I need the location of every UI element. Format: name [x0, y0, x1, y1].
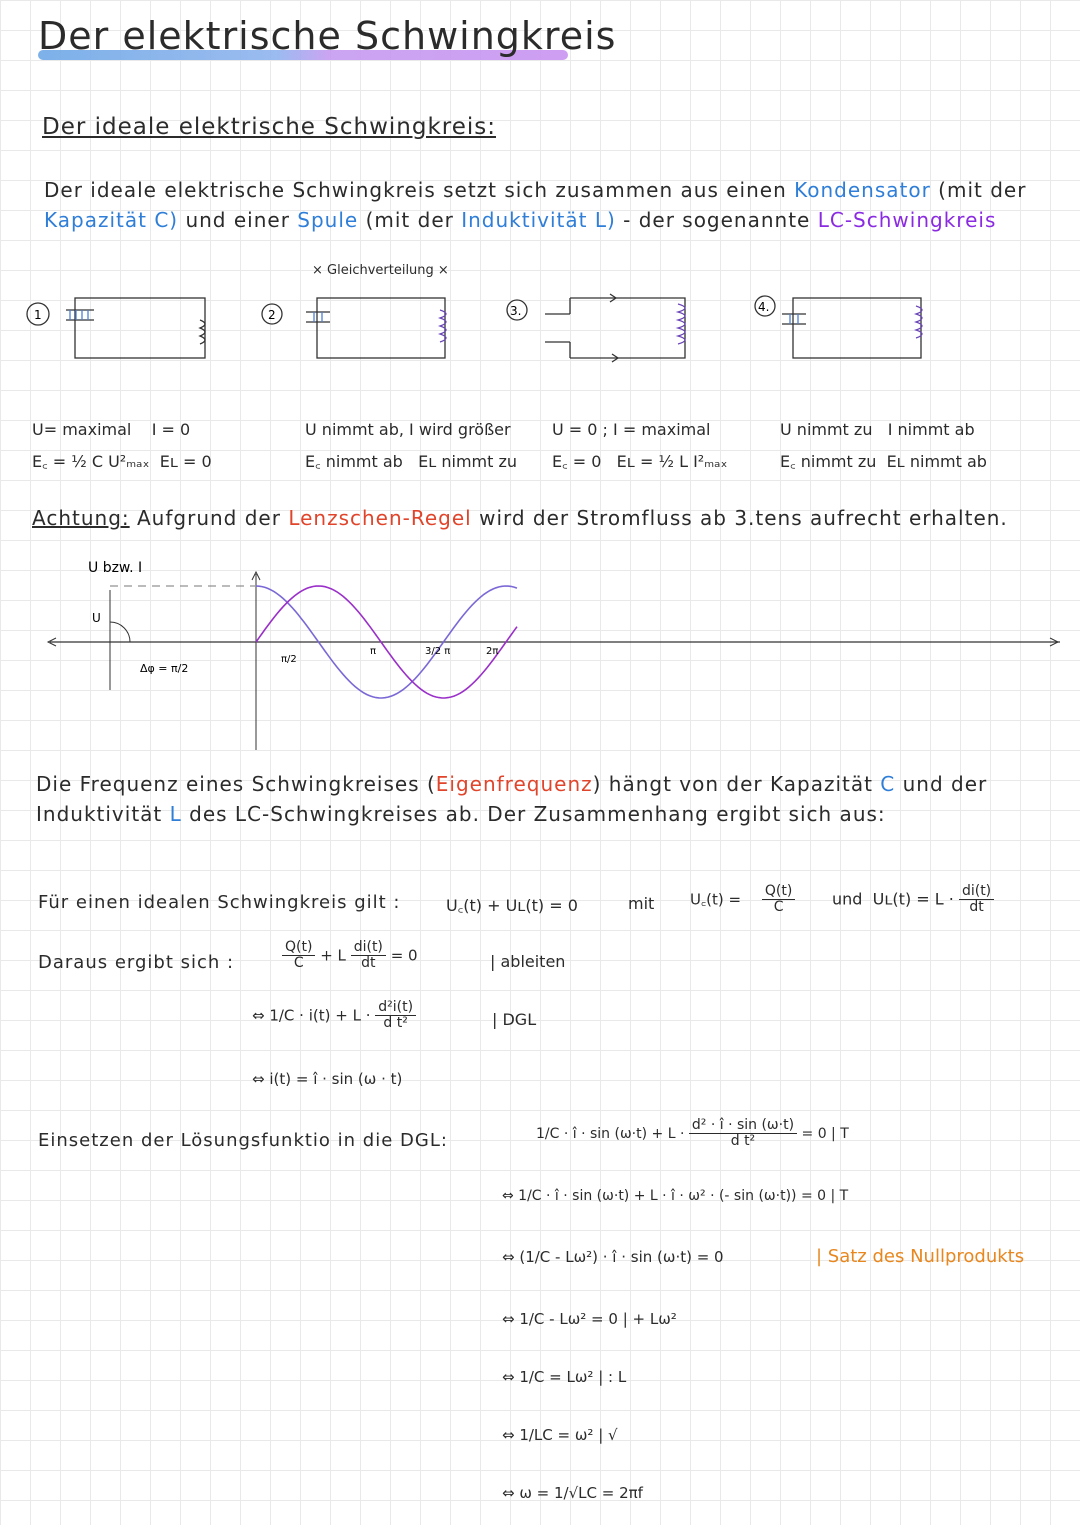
eq-3-note: | Satz des Nullprodukts	[816, 1246, 1025, 1267]
intro-text: - der sogenannte	[623, 208, 811, 232]
achtung-label: Achtung:	[32, 506, 130, 530]
term-induktivitaet: Induktivität L)	[461, 208, 616, 232]
circuit-2	[262, 298, 446, 358]
intro-text: und einer	[185, 208, 290, 232]
ideal-condition-label: Für einen idealen Schwingkreis gilt :	[38, 892, 401, 913]
coil	[200, 320, 205, 344]
step-2-note: | DGL	[492, 1010, 537, 1029]
uc-definition: U꜀(t) = $\frac{Q(t)}{C}$	[690, 884, 795, 916]
gleichverteilung-note: × Gleichverteilung ×	[312, 263, 449, 278]
oscillation-graph	[0, 550, 1080, 750]
frequency-line-2: Induktivität L des LC-Schwingkreises ab. Der Zusammenhang ergibt sich aus:	[36, 802, 886, 826]
eq-1: 1/C · î · sin (ω·t) + L · $\frac{\text{d² · î · sin (ω·t)}}{\text{d t²}}$ = 0 | T	[536, 1117, 849, 1150]
step-3: ⇔ i(t) = î · sin (ω · t)	[252, 1070, 403, 1088]
state-4-line-1: U nimmt zu I nimmt ab	[780, 420, 975, 439]
circuit-label: 2	[268, 308, 276, 322]
term-lenzsche-regel: Lenzschen-Regel	[288, 506, 472, 530]
graph-u-label: U	[92, 611, 101, 625]
circuit-3	[507, 294, 685, 362]
phase-arc	[110, 622, 130, 642]
daraus-label: Daraus ergibt sich :	[38, 952, 235, 973]
intro-text: Der ideale elektrische Schwingkreis setzt sich zusammen aus einen	[44, 178, 787, 202]
term-kondensator: Kondensator	[794, 178, 931, 202]
eq-3: ⇔ (1/C - Lω²) · î · sin (ω·t) = 0	[502, 1248, 724, 1266]
eq-4: ⇔ 1/C - Lω² = 0 | + Lω²	[502, 1310, 677, 1328]
intro-line-2	[44, 208, 996, 232]
step-1: $\frac{Q(t)}{C}$ + L $\frac{di(t)}{dt}$ = 0	[282, 940, 418, 972]
circuit-diagrams	[0, 280, 1080, 390]
term-eigenfrequenz: Eigenfrequenz	[435, 772, 593, 796]
intro-line-1	[44, 178, 1026, 202]
circuit-label: 1	[34, 308, 42, 322]
tick-label: 2π	[486, 646, 499, 657]
mit-label: mit	[628, 894, 655, 913]
state-2-line-2: E꜀ nimmt ab Eʟ nimmt zu	[305, 452, 518, 471]
intro-text: (mit der	[365, 208, 454, 232]
section-heading: Der ideale elektrische Schwingkreis:	[42, 114, 496, 140]
state-4-line-2: E꜀ nimmt zu Eʟ nimmt ab	[780, 452, 987, 471]
state-1-line-1: U= maximal I = 0	[32, 420, 191, 439]
circuit-4	[755, 296, 922, 358]
ideal-equation: U꜀(t) + Uʟ(t) = 0	[446, 896, 578, 915]
eq-5: ⇔ 1/C = Lω² | : L	[502, 1368, 627, 1386]
page-title: Der elektrische Schwingkreis	[38, 14, 617, 58]
phase-label: Δφ = π/2	[140, 662, 189, 675]
circuit-label: 4.	[758, 300, 770, 314]
term-lc-schwingkreis: LC-Schwingkreis	[817, 208, 997, 232]
step-2: ⇔ 1/C · i(t) + L · $\frac{\text{d²i(t)}}{\text{d t²}}$	[252, 1000, 416, 1032]
tick-label: π/2	[281, 654, 297, 665]
state-3-line-2: E꜀ = 0 Eʟ = ½ L I²ₘₐₓ	[552, 452, 728, 471]
term-spule: Spule	[297, 208, 359, 232]
tick-label: π	[370, 646, 377, 657]
eq-7: ⇔ ω = 1/√LC = 2πf	[502, 1484, 643, 1502]
eq-2: ⇔ 1/C · î · sin (ω·t) + L · î · ω² · (- sin (ω·t)) = 0 | T	[502, 1188, 849, 1204]
tick-label: 3/2 π	[425, 646, 451, 657]
ul-definition: und Uʟ(t) = L · $\frac{di(t)}{dt}$	[832, 884, 994, 916]
eq-6: ⇔ 1/LC = ω² | √	[502, 1426, 618, 1444]
circuit-label: 3.	[510, 304, 522, 318]
frequency-line-1: Die Frequenz eines Schwingkreises (Eigenfrequenz) hängt von der Kapazität C und der	[36, 772, 988, 796]
circuit-wire	[75, 298, 205, 358]
circuit-1	[27, 298, 205, 358]
step-1-note: | ableiten	[490, 952, 566, 971]
term-kapazitaet: Kapazität C)	[44, 208, 179, 232]
graph-axis-label: U bzw. I	[88, 560, 143, 576]
state-1-line-2: E꜀ = ½ C U²ₘₐₓ Eʟ = 0	[32, 452, 212, 471]
einsetzen-label: Einsetzen der Lösungsfunktio in die DGL:	[38, 1130, 448, 1151]
intro-text: (mit der	[938, 178, 1027, 202]
state-3-line-1: U = 0 ; I = maximal	[552, 420, 711, 439]
achtung-line: Achtung: Aufgrund der Lenzschen-Regel wird der Stromfluss ab 3.tens aufrecht erhalten.	[32, 506, 1008, 530]
state-2-line-1: U nimmt ab, I wird größer	[305, 420, 511, 439]
